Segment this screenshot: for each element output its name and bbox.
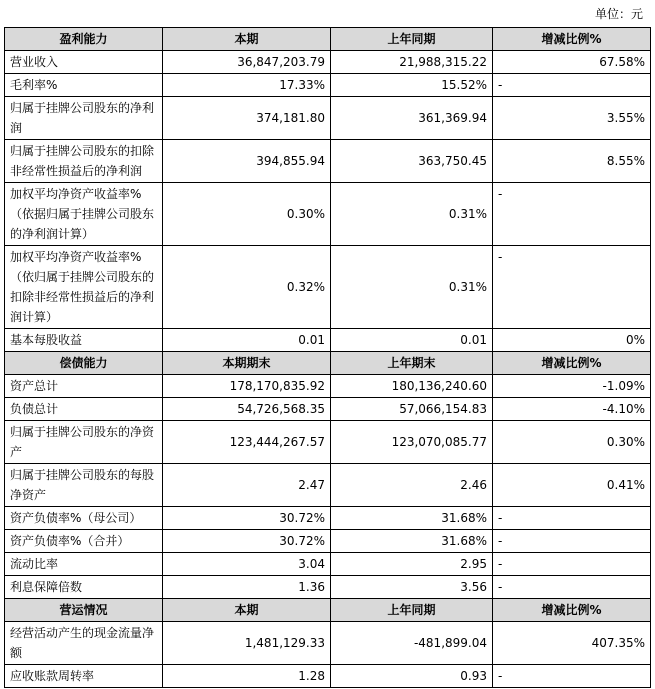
prior-value: 15.52% xyxy=(331,74,493,97)
header-cell: 上年同期 xyxy=(331,599,493,622)
table-row xyxy=(5,246,651,329)
prior-value: 0.01 xyxy=(331,329,493,352)
current-value: 17.33% xyxy=(163,74,331,97)
table-row xyxy=(5,398,651,421)
section-header-solvency xyxy=(5,352,651,375)
current-value: 36,847,203.79 xyxy=(163,51,331,74)
row-label: 流动比率 xyxy=(5,553,163,576)
current-value: 30.72% xyxy=(163,530,331,553)
table-row xyxy=(5,665,651,688)
row-label: 归属于挂牌公司股东的扣除非经常性损益后的净利润 xyxy=(5,140,163,183)
current-value: 374,181.80 xyxy=(163,97,331,140)
change-value: - xyxy=(493,183,651,246)
table-row xyxy=(5,464,651,507)
table-row xyxy=(5,576,651,599)
change-value: - xyxy=(493,665,651,688)
unit-label: 单位：元 xyxy=(594,7,643,21)
table-row xyxy=(5,51,651,74)
row-label: 负债总计 xyxy=(5,398,163,421)
table-row xyxy=(5,553,651,576)
header-cell: 偿债能力 xyxy=(5,352,163,375)
table-row xyxy=(5,375,651,398)
header-cell: 上年期末 xyxy=(331,352,493,375)
row-label: 归属于挂牌公司股东的每股净资产 xyxy=(5,464,163,507)
change-value: - xyxy=(493,576,651,599)
current-value: 2.47 xyxy=(163,464,331,507)
current-value: 3.04 xyxy=(163,553,331,576)
current-value: 1.28 xyxy=(163,665,331,688)
current-value: 0.30% xyxy=(163,183,331,246)
change-value: - xyxy=(493,246,651,329)
prior-value: 0.93 xyxy=(331,665,493,688)
change-value: - xyxy=(493,74,651,97)
header-cell: 增减比例% xyxy=(493,599,651,622)
financial-summary-table xyxy=(4,27,651,688)
row-label: 归属于挂牌公司股东的净利润 xyxy=(5,97,163,140)
table-row xyxy=(5,74,651,97)
change-value: 0% xyxy=(493,329,651,352)
current-value: 1.36 xyxy=(163,576,331,599)
header-cell: 上年同期 xyxy=(331,28,493,51)
current-value: 54,726,568.35 xyxy=(163,398,331,421)
table-row xyxy=(5,329,651,352)
table-row xyxy=(5,622,651,665)
header-cell: 增减比例% xyxy=(493,352,651,375)
prior-value: 361,369.94 xyxy=(331,97,493,140)
table-row xyxy=(5,507,651,530)
table-row xyxy=(5,97,651,140)
row-label: 资产负债率%（母公司） xyxy=(5,507,163,530)
prior-value: 0.31% xyxy=(331,246,493,329)
change-value: - xyxy=(493,507,651,530)
header-cell: 营运情况 xyxy=(5,599,163,622)
current-value: 394,855.94 xyxy=(163,140,331,183)
current-value: 30.72% xyxy=(163,507,331,530)
row-label: 营业收入 xyxy=(5,51,163,74)
prior-value: -481,899.04 xyxy=(331,622,493,665)
prior-value: 0.31% xyxy=(331,183,493,246)
current-value: 178,170,835.92 xyxy=(163,375,331,398)
prior-value: 31.68% xyxy=(331,507,493,530)
prior-value: 31.68% xyxy=(331,530,493,553)
table-row xyxy=(5,140,651,183)
row-label: 资产负债率%（合并） xyxy=(5,530,163,553)
header-cell: 本期期末 xyxy=(163,352,331,375)
prior-value: 363,750.45 xyxy=(331,140,493,183)
row-label: 毛利率% xyxy=(5,74,163,97)
table-row xyxy=(5,421,651,464)
prior-value: 180,136,240.60 xyxy=(331,375,493,398)
table-row xyxy=(5,183,651,246)
prior-value: 2.46 xyxy=(331,464,493,507)
change-value: 0.30% xyxy=(493,421,651,464)
header-cell: 本期 xyxy=(163,28,331,51)
change-value: -1.09% xyxy=(493,375,651,398)
header-cell: 本期 xyxy=(163,599,331,622)
row-label: 资产总计 xyxy=(5,375,163,398)
header-cell: 盈利能力 xyxy=(5,28,163,51)
section-header-operations xyxy=(5,599,651,622)
change-value: 67.58% xyxy=(493,51,651,74)
row-label: 经营活动产生的现金流量净额 xyxy=(5,622,163,665)
row-label: 应收账款周转率 xyxy=(5,665,163,688)
row-label: 利息保障倍数 xyxy=(5,576,163,599)
change-value: 0.41% xyxy=(493,464,651,507)
change-value: 407.35% xyxy=(493,622,651,665)
section-header-profitability xyxy=(5,28,651,51)
row-label: 加权平均净资产收益率%（依据归属于挂牌公司股东的净利润计算） xyxy=(5,183,163,246)
change-value: - xyxy=(493,530,651,553)
current-value: 123,444,267.57 xyxy=(163,421,331,464)
change-value: - xyxy=(493,553,651,576)
prior-value: 123,070,085.77 xyxy=(331,421,493,464)
prior-value: 57,066,154.83 xyxy=(331,398,493,421)
row-label: 基本每股收益 xyxy=(5,329,163,352)
row-label: 加权平均净资产收益率%（依归属于挂牌公司股东的扣除非经常性损益后的净利润计算） xyxy=(5,246,163,329)
header-cell: 增减比例% xyxy=(493,28,651,51)
prior-value: 2.95 xyxy=(331,553,493,576)
change-value: -4.10% xyxy=(493,398,651,421)
prior-value: 3.56 xyxy=(331,576,493,599)
prior-value: 21,988,315.22 xyxy=(331,51,493,74)
current-value: 0.01 xyxy=(163,329,331,352)
current-value: 0.32% xyxy=(163,246,331,329)
row-label: 归属于挂牌公司股东的净资产 xyxy=(5,421,163,464)
current-value: 1,481,129.33 xyxy=(163,622,331,665)
change-value: 8.55% xyxy=(493,140,651,183)
table-row xyxy=(5,530,651,553)
change-value: 3.55% xyxy=(493,97,651,140)
